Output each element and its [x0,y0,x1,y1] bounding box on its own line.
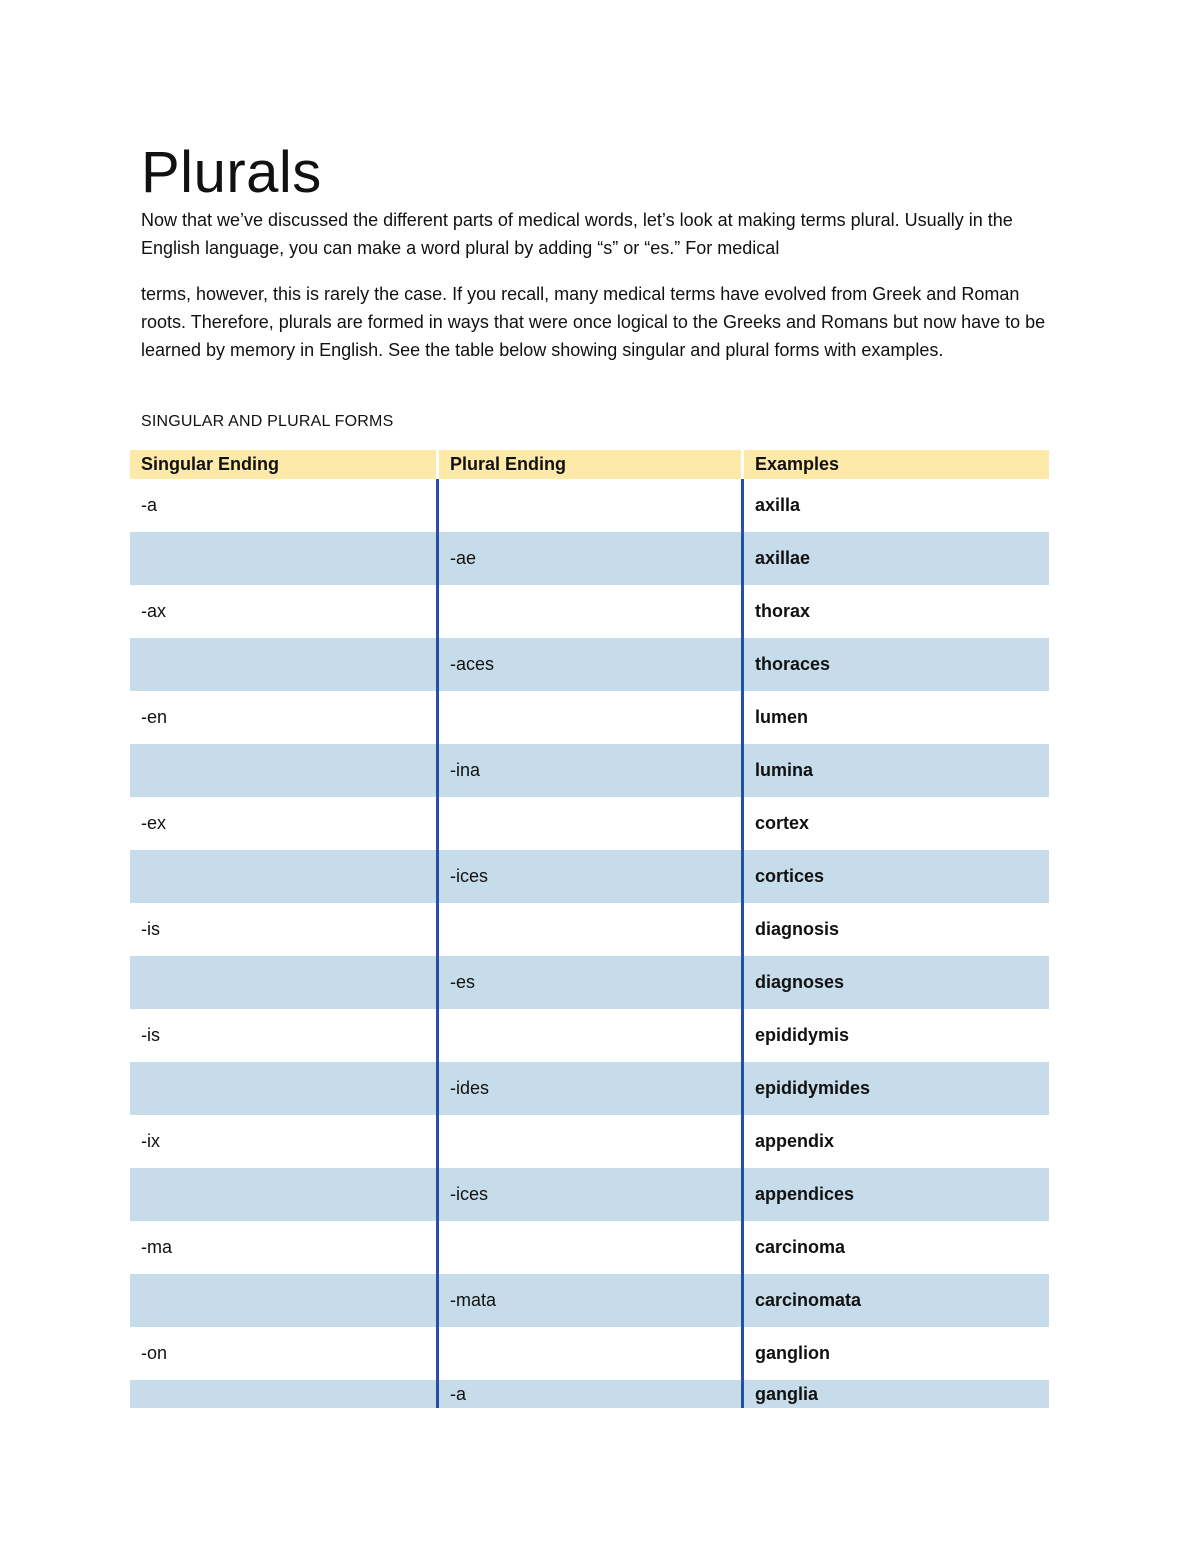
plural-ending-cell [436,1009,741,1062]
header-singular-ending: Singular Ending [141,454,279,474]
singular-ending-cell: -ma [141,1237,172,1257]
plural-ending-cell: -es [436,956,741,1009]
plural-ending-cell: -ices [436,850,741,903]
singular-ending-cell [130,1380,436,1408]
example-cell: epididymis [741,1009,1049,1062]
example-cell: axillae [741,532,1049,585]
plural-ending-cell [436,1221,741,1274]
singular-ending-cell [130,744,436,797]
example-cell: ganglion [741,1327,1049,1380]
plural-ending-cell [436,1115,741,1168]
singular-ending-cell: -ex [141,813,167,833]
example-cell: appendices [741,1168,1049,1221]
example-cell: axilla [741,479,1049,532]
example-cell: lumen [741,691,1049,744]
table-row [130,1115,1049,1168]
example-cell: appendix [741,1115,1049,1168]
plural-ending-cell [436,479,741,532]
table-row [130,744,1049,797]
table-row [130,956,1049,1009]
singular-ending-cell: -ax [141,601,167,621]
example-cell: epididymides [741,1062,1049,1115]
example-cell: lumina [741,744,1049,797]
example-cell: carcinoma [741,1221,1049,1274]
table-header-row [130,450,1049,479]
example-cell: diagnoses [741,956,1049,1009]
table-row [130,903,1049,956]
table-row [130,1009,1049,1062]
singular-ending-cell: -en [141,707,168,727]
singular-ending-cell: -a [141,495,158,515]
table-row [130,585,1049,638]
plural-ending-cell [436,585,741,638]
plural-ending-cell: -mata [436,1274,741,1327]
example-cell: carcinomata [741,1274,1049,1327]
table-row [130,1380,1049,1408]
singular-ending-cell [130,638,436,691]
table-row [130,479,1049,532]
example-cell: thoraces [741,638,1049,691]
table-body [130,479,1049,1408]
table-row [130,691,1049,744]
header-plural-ending: Plural Ending [436,450,741,479]
plural-ending-cell [436,691,741,744]
header-examples: Examples [741,450,1049,479]
singular-ending-cell [130,956,436,1009]
example-cell: cortex [741,797,1049,850]
singular-ending-cell: -ix [141,1131,160,1151]
table-row [130,532,1049,585]
table-row [130,1062,1049,1115]
singular-ending-cell: -on [141,1343,168,1363]
plural-ending-cell: -ae [436,532,741,585]
plural-ending-cell: -ices [436,1168,741,1221]
plural-ending-cell: -a [436,1380,741,1408]
example-cell: ganglia [741,1380,1049,1408]
singular-ending-cell [130,1062,436,1115]
page-title: Plurals [141,140,322,205]
plural-ending-cell [436,1327,741,1380]
table-row [130,850,1049,903]
singular-ending-cell [130,1274,436,1327]
singular-ending-cell [130,1168,436,1221]
example-cell: diagnosis [741,903,1049,956]
table-row [130,797,1049,850]
example-cell: thorax [741,585,1049,638]
table-row [130,638,1049,691]
table-row [130,1168,1049,1221]
plural-ending-cell: -ina [436,744,741,797]
plural-ending-cell [436,797,741,850]
body-paragraph: terms, however, this is rarely the case. If you recall, many medical terms have evolved from Greek and Roman roots. Therefore, plurals are formed in ways that were once logical to the Greeks and Romans but now have to be learned by memory in English. See the table below showing singular and plural forms with examples. [141,284,1046,360]
plural-ending-cell: -ides [436,1062,741,1115]
singular-ending-cell [130,850,436,903]
example-cell: cortices [741,850,1049,903]
plural-ending-cell [436,903,741,956]
plural-ending-cell: -aces [436,638,741,691]
singular-ending-cell: -is [141,1025,160,1045]
table-row [130,1327,1049,1380]
table-row [130,1274,1049,1327]
table-caption: SINGULAR AND PLURAL FORMS [141,413,394,430]
plurals-table [130,450,1049,1408]
table-row [130,1221,1049,1274]
singular-ending-cell [130,532,436,585]
intro-paragraph: Now that we’ve discussed the different parts of medical words, let’s look at making terms plural. Usually in the English language, you can make a word plural by adding “s” or “es.” For medical [141,210,1013,258]
singular-ending-cell: -is [141,919,160,939]
